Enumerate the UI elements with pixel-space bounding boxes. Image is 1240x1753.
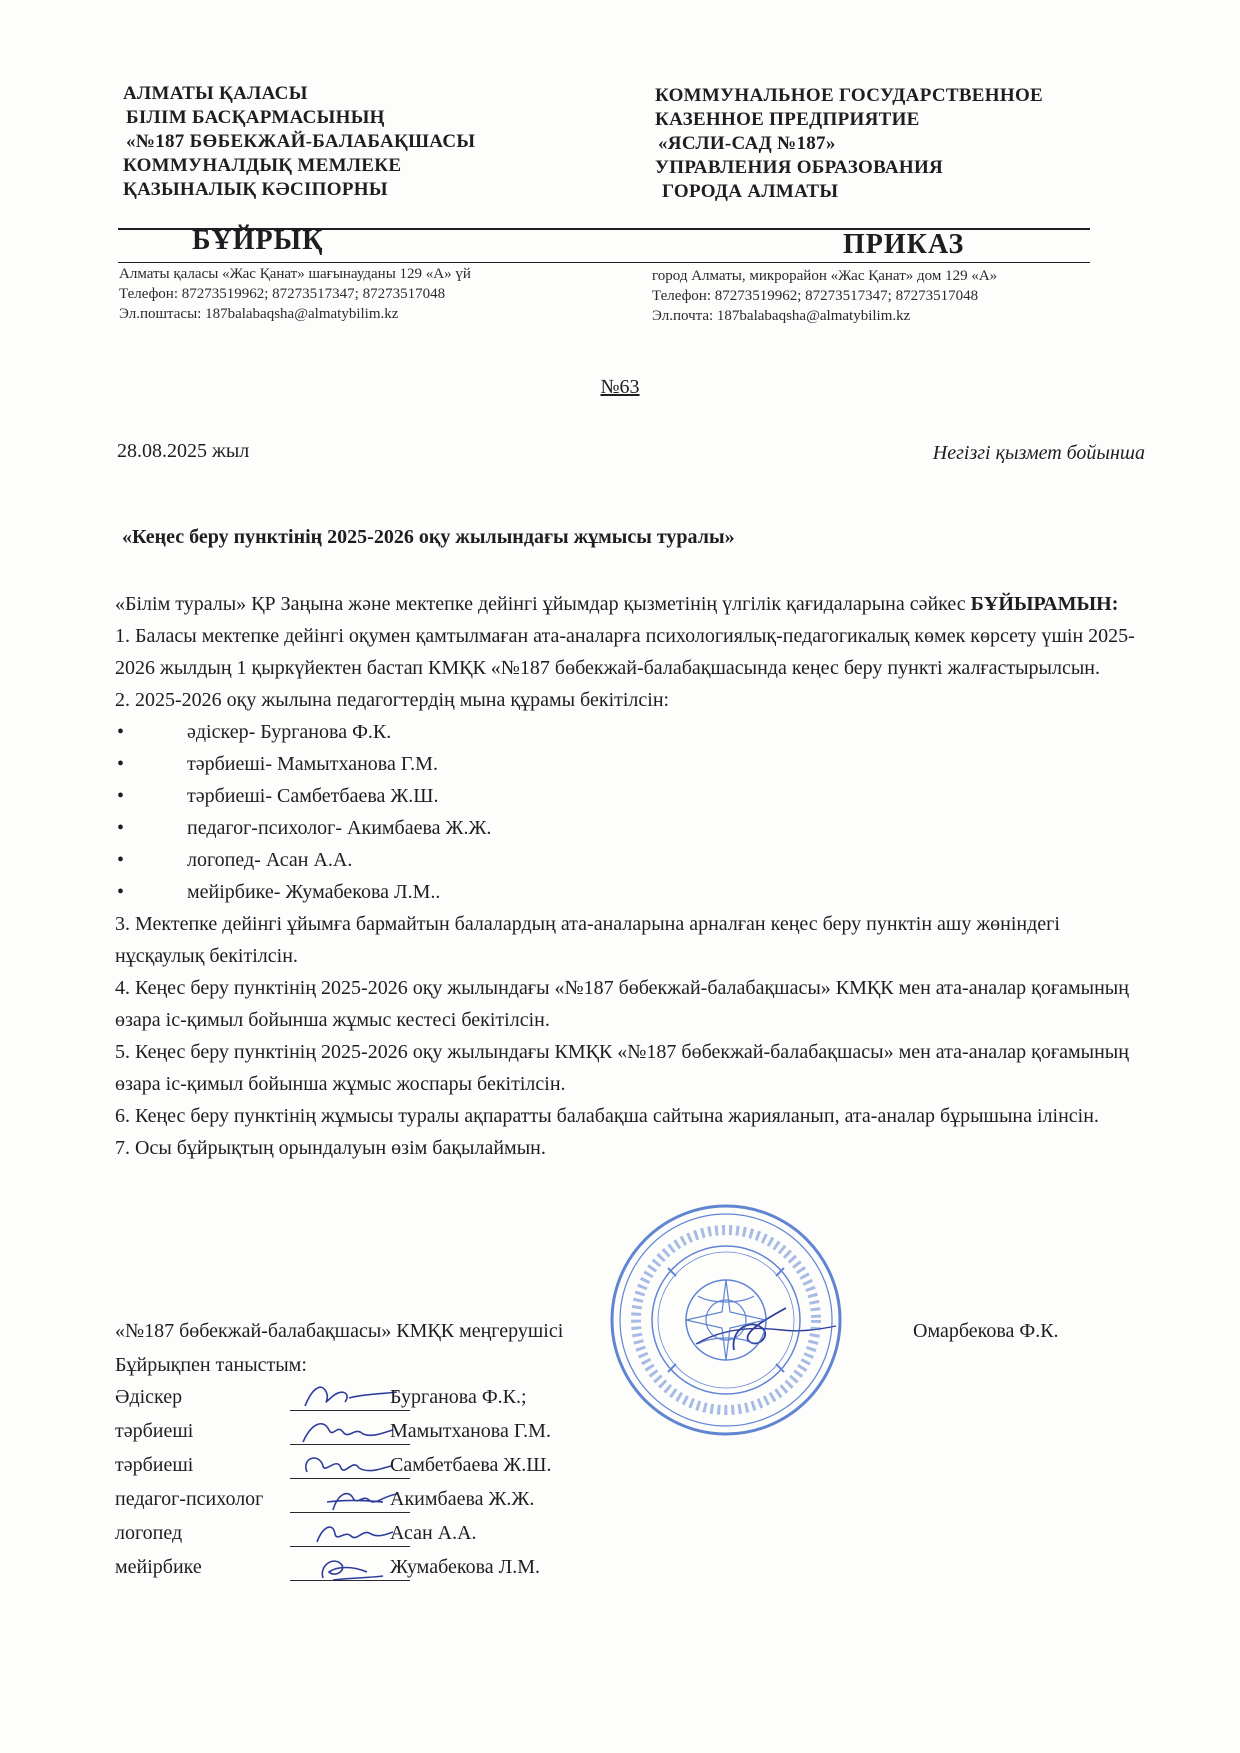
header-kz-line: БІЛІМ БАСҚАРМАСЫНЫҢ [126,107,385,128]
ack-name: Жумабекова Л.М. [390,1556,540,1578]
staff-list [115,716,1145,908]
table-row [115,1454,715,1488]
header-ru-line: КАЗЕННОЕ ПРЕДПРИЯТИЕ [655,109,920,130]
list-item: • педагог-психолог- Акимбаева Ж.Ж. [115,812,1145,844]
header-kz [123,82,475,202]
contact-kz [119,264,471,324]
signature-icon [293,1414,403,1448]
header-ru-line: КОММУНАЛЬНОЕ ГОСУДАРСТВЕННОЕ [655,85,1043,106]
header-ru-line: ГОРОДА АЛМАТЫ [662,181,839,202]
item-6: 6. Кеңес беру пунктінің жұмысы туралы ақпаратты балабақша сайтына жарияланып, ата-аналар бұрышына ілінсін. [115,1105,1099,1127]
title-rule [118,262,1090,263]
ack-underline [290,1546,410,1547]
contact-ru-phone: Телефон: 87273519962; 87273517347; 87273517048 [652,288,979,304]
signature-icon [293,1482,403,1516]
ack-role: Әдіскер [115,1386,183,1408]
contact-ru-address: город Алматы, микрорайон «Жас Қанат» дом 129 «А» [652,268,998,284]
signature-icon [293,1448,403,1482]
item-2: 2. 2025-2026 оқу жылына педагогтердің мына құрамы бекітілсін: [115,689,670,711]
ack-underline [290,1512,410,1513]
order-date: 28.08.2025 жыл [117,440,250,462]
ack-underline [290,1580,410,1581]
list-item: • әдіскер- Бурганова Ф.К. [115,716,1145,748]
title-ru: ПРИКАЗ [843,229,965,260]
contact-kz-email: Эл.поштасы: 187balabaqsha@almatybilim.kz [119,306,399,322]
ack-title: Бұйрықпен таныстым: [115,1354,307,1376]
table-row [115,1488,715,1522]
order-basis: Негізгі қызмет бойынша [932,442,1145,464]
ack-underline [290,1410,410,1411]
signature-icon [293,1550,403,1584]
head-position: «№187 бөбекжай-балабақшасы» КМҚК меңгерушісі [115,1320,564,1342]
item-3: 3. Мектепке дейінгі ұйымға бармайтын балалардың ата-аналарына арналған кеңес беру пунктін ашу жөніндегі нұсқаулық бекітілсін. [115,913,1060,967]
contact-ru [652,266,997,326]
order-body [115,588,1145,1164]
ack-role: тәрбиеші [115,1420,194,1442]
header-kz-line: «№187 БӨБЕКЖАЙ-БАЛАБАҚШАСЫ [126,131,476,152]
order-word: БҰЙЫРАМЫН: [970,593,1119,615]
item-1: 1. Баласы мектепке дейінгі оқумен қамтылмаған ата-аналарға психологиялық-педагогикалық көмек көрсету үшін 2025-2026 жылдың 1 қыркүйектен бастап КМҚК «№187 бөбекжай-балабақшасында кеңес беру пункті жалғастырылсын. [115,625,1135,679]
header-ru-line: УПРАВЛЕНИЯ ОБРАЗОВАНИЯ [655,157,944,178]
head-signature-line [115,1320,1059,1343]
order-subject: «Кеңес беру пунктінің 2025-2026 оқу жылындағы жұмысы туралы» [122,526,735,548]
ack-name: Самбетбаева Ж.Ш. [390,1454,552,1476]
signature-icon [293,1380,403,1414]
ack-role: педагог-психолог [115,1488,264,1510]
title-kz: БҰЙРЫҚ [192,225,324,256]
header-ru-line: «ЯСЛИ-САД №187» [658,133,836,154]
header-kz-line: ҚАЗЫНАЛЫҚ КӘСІПОРНЫ [123,179,388,200]
official-stamp-icon [606,1200,846,1440]
ack-name: Бурганова Ф.К.; [390,1386,527,1408]
list-item: • тәрбиеші- Мамытханова Г.М. [115,748,1145,780]
item-4: 4. Кеңес беру пунктінің 2025-2026 оқу жылындағы «№187 бөбекжай-балабақшасы» КМҚК мен ата-аналар қоғамының өзара іс-қимыл бойынша жұмыс кестесі бекітілсін. [115,977,1129,1031]
ack-name: Асан А.А. [390,1522,477,1544]
table-row [115,1522,715,1556]
ack-underline [290,1478,410,1479]
ack-underline [290,1444,410,1445]
ack-name: Мамытханова Г.М. [390,1420,551,1442]
preamble-text: «Білім туралы» ҚР Заңына және мектепке дейінгі ұйымдар қызметінің үлгілік қағидаларына сәйкес [115,593,966,615]
list-item: • мейірбике- Жумабекова Л.М.. [115,876,1145,908]
ack-name: Акимбаева Ж.Ж. [390,1488,535,1510]
ack-role: тәрбиеші [115,1454,194,1476]
order-number: №63 [600,376,640,398]
head-name: Омарбекова Ф.К. [913,1320,1059,1342]
item-5: 5. Кеңес беру пунктінің 2025-2026 оқу жылындағы КМҚК «№187 бөбекжай-балабақшасы» мен ата-аналар қоғамының өзара іс-қимыл бойынша жұмыс жоспары бекітілсін. [115,1041,1129,1095]
item-7: 7. Осы бұйрықтың орындалуын өзім бақылаймын. [115,1137,546,1159]
header-kz-line: АЛМАТЫ ҚАЛАСЫ [123,83,308,104]
contact-ru-email: Эл.почта: 187balabaqsha@almatybilim.kz [652,308,911,324]
contact-kz-address: Алматы қаласы «Жас Қанат» шағынауданы 129 «А» үй [119,266,471,282]
ack-role: мейірбике [115,1556,202,1578]
list-item: • тәрбиеші- Самбетбаева Ж.Ш. [115,780,1145,812]
table-row [115,1556,715,1590]
contact-kz-phone: Телефон: 87273519962; 87273517347; 87273517048 [119,286,446,302]
list-item: • логопед- Асан А.А. [115,844,1145,876]
header-kz-line: КОММУНАЛДЫҚ МЕМЛЕКЕ [123,155,402,176]
ack-role: логопед [115,1522,183,1544]
header-ru [655,84,1043,204]
signature-icon [293,1516,403,1550]
preamble [115,588,1145,620]
